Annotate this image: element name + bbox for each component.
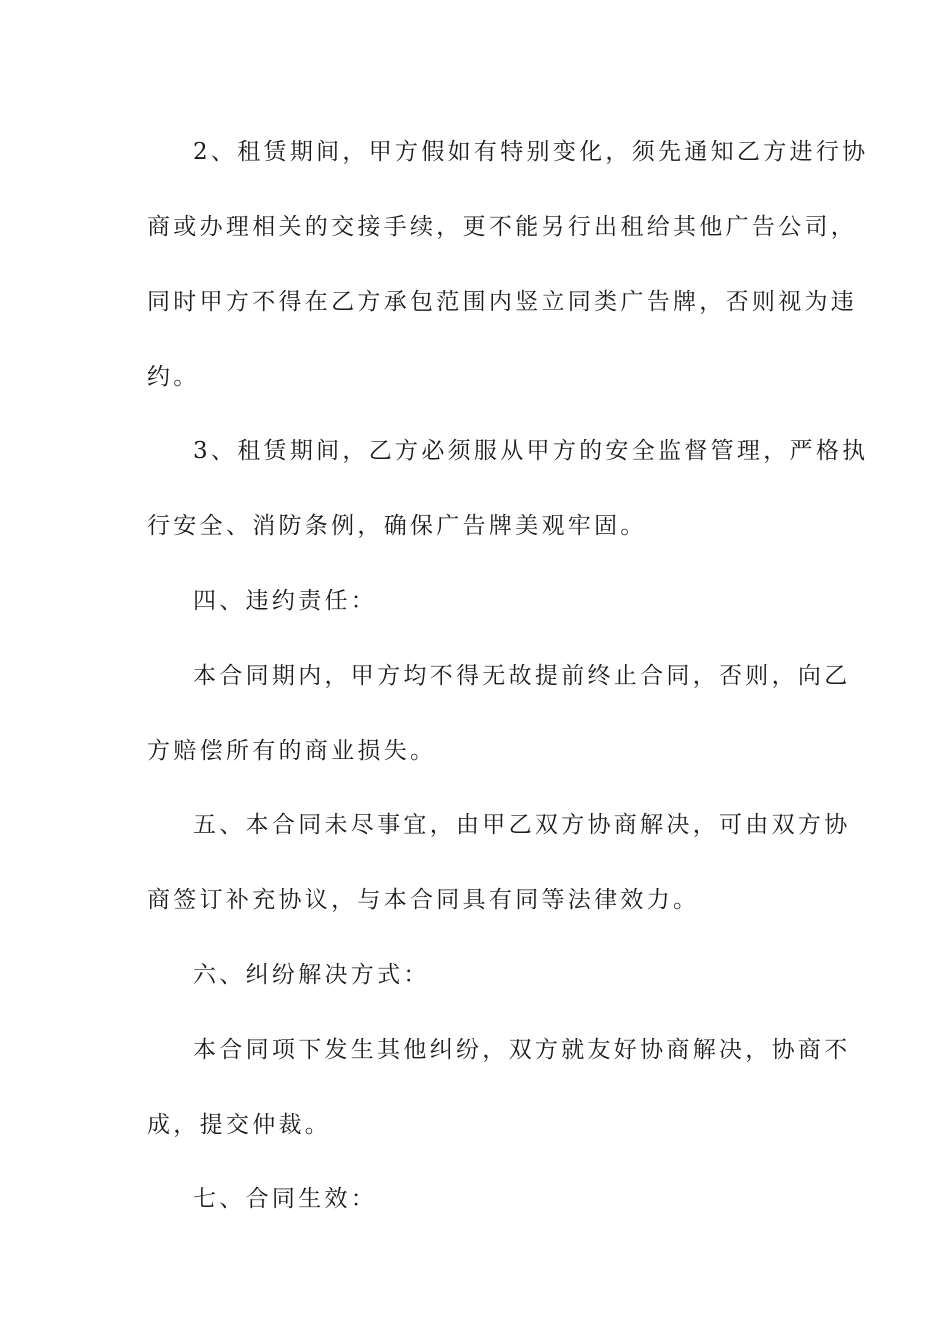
paragraph-line: 行安全、消防条例，确保广告牌美观牢固。 — [147, 513, 647, 539]
paragraph-line: 2、租赁期间，甲方假如有特别变化，须先通知乙方进行协 — [193, 139, 869, 165]
paragraph-line: 商签订补充协议，与本合同具有同等法律效力。 — [147, 887, 700, 913]
paragraph-line: 约。 — [147, 364, 200, 390]
paragraph-line: 商或办理相关的交接手续，更不能另行出租给其他广告公司， — [147, 214, 858, 240]
paragraph-line: 本合同项下发生其他纠纷，双方就友好协商解决，协商不 — [193, 1037, 851, 1063]
paragraph-line: 成，提交仲裁。 — [147, 1112, 332, 1138]
paragraph-line: 3、租赁期间，乙方必须服从甲方的安全监督管理，严格执 — [193, 438, 869, 464]
section-heading: 四、违约责任： — [193, 588, 378, 614]
section-heading: 七、合同生效： — [193, 1186, 378, 1212]
paragraph-line: 同时甲方不得在乙方承包范围内竖立同类广告牌，否则视为违 — [147, 289, 858, 315]
paragraph-line: 五、本合同未尽事宜，由甲乙双方协商解决，可由双方协 — [193, 812, 851, 838]
section-heading: 六、纠纷解决方式： — [193, 962, 430, 988]
paragraph-line: 方赔偿所有的商业损失。 — [147, 738, 437, 764]
paragraph-line: 本合同期内，甲方均不得无故提前终止合同，否则，向乙 — [193, 663, 851, 689]
